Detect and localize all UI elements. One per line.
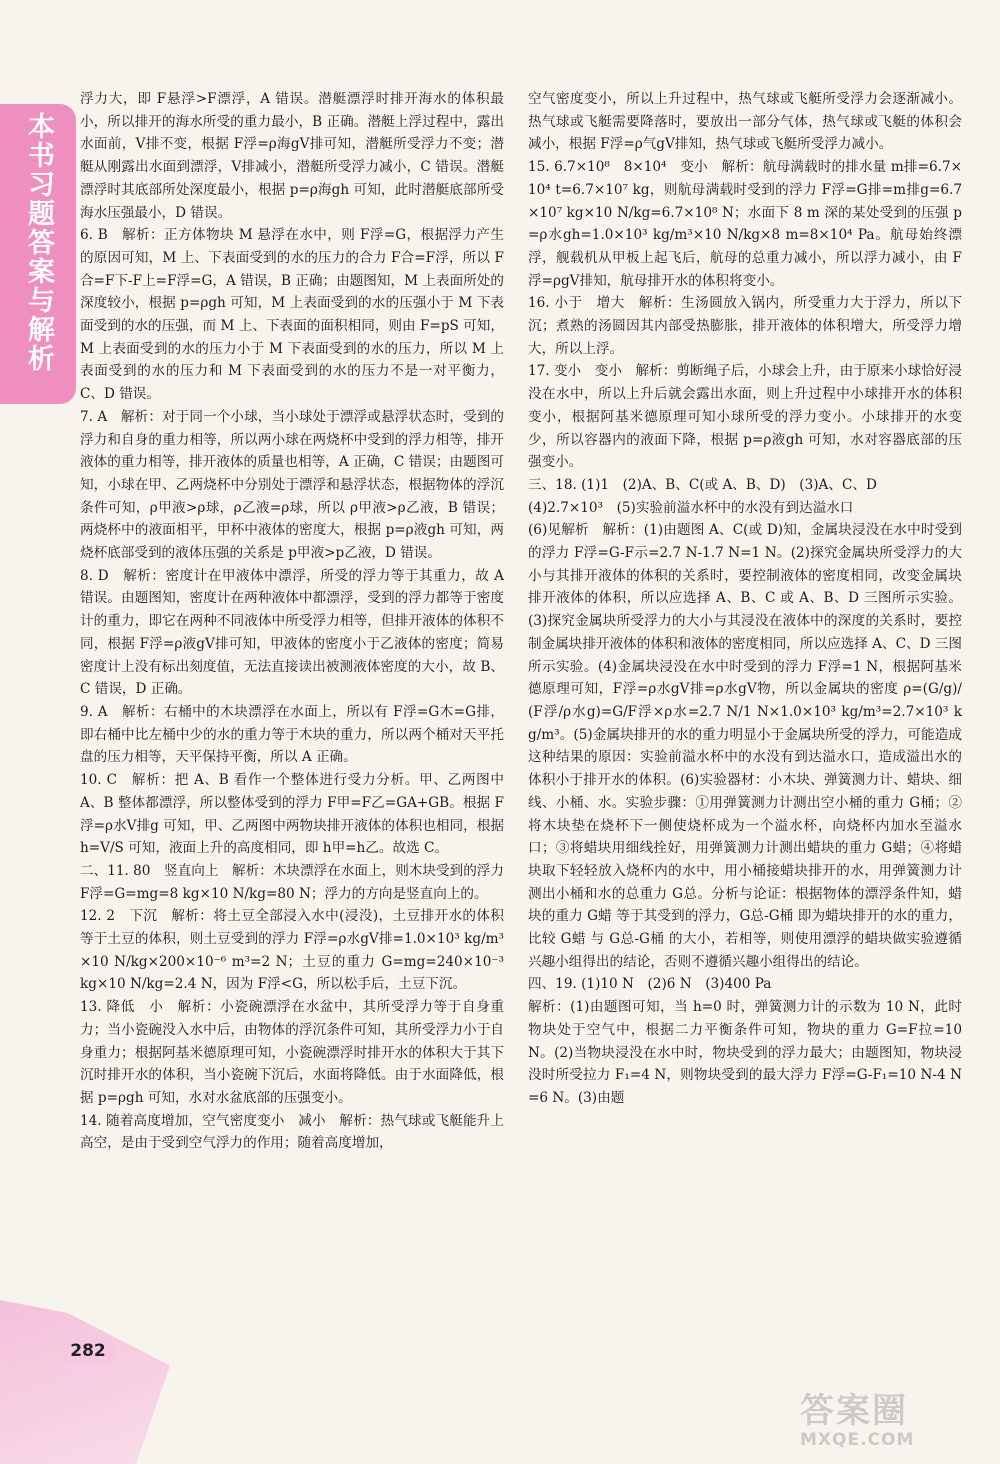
answer-14: 14. 随着高度增加，空气密度变小 减小 解析：热气球或飞艇能升上高空，是由于受到空气浮力的作用；随着高度增加， bbox=[80, 1112, 504, 1152]
answer-11: 二、11. 80 竖直向上 解析：木块漂浮在水面上，则木块受到的浮力 F浮=G=mg=8 kg×10 N/kg=80 N；浮力的方向是竖直向上的。 bbox=[80, 862, 504, 902]
answer-19-head: 四、19. (1)10 N (2)6 N (3)400 Pa bbox=[528, 976, 772, 993]
answer-7: 7. A 解析：对于同一个小球，当小球处于漂浮或悬浮状态时，受到的浮力和自身的重力相等，所以两小球在两烧杯中受到的浮力相等，排开液体的重力相等，排开液体的质量也相等，A 正确，C 错误；由题图可知，小球在甲、乙两烧杯中分别处于漂浮和悬浮状态，根据物体的浮沉条件可知，ρ甲液>ρ球，ρ乙液=ρ球，所以 ρ甲液>ρ乙液，B 错误；两烧杯中的液面相平，甲杯中液体的密度大，根据 p=ρ液gh 可知，两烧杯底部受到的液体压强的关系是 p甲液>p乙液，D 错误。 bbox=[80, 408, 504, 562]
answer-5-cont: 浮力大，即 F悬浮>F漂浮，A 错误。潜艇漂浮时排开海水的体积最小，所以排开的海水所受的重力最小，B 正确。潜艇上浮过程中，露出水面前，V排不变，根据 F浮=ρ海gV排可知，潜艇所受浮力不变；潜艇从刚露出水面到漂浮，V排减小，潜艇所受浮力减小，C 错误。潜艇漂浮时其底部所处深度最小，根据 p=ρ海gh 可知，此时潜艇底部所受海水压强最小，D 错误。 bbox=[80, 91, 504, 221]
answer-6: 6. B 解析：正方体物块 M 悬浮在水中，则 F浮=G，根据浮力产生的原因可知，M 上、下表面受到的水的压力的合力 F合=F浮，所以 F合=F下-F上=F浮=G，A 错误，B 正确；由题图知，M 上表面所处的深度较小，根据 p=ρgh 可知，M 上表面受到的水的压强小于 M 下表面受到的水的压强，而 M 上、下表面的面积相同，则由 F=pS 可知，M 上表面受到的水的压力小于 M 下表面受到的水的压力，所以 M 上表面受到的水的压力和 M 下表面受到的水的压力不是一对平衡力，C、D 错误。 bbox=[80, 227, 504, 403]
watermark-url: MXQE.COM bbox=[800, 1430, 915, 1450]
watermark-brand: 答案圈 bbox=[800, 1391, 908, 1431]
answer-19-explanation: 解析：(1)由题图可知，当 h=0 时，弹簧测力计的示数为 10 N，此时物块处于空气中，根据二力平衡条件可知，物块的重力 G=F拉=10 N。(2)当物块浸没在水中时，物块受到的浮力最大；由题图知，物块浸没时所受拉力 F₁=4 N，则物块受到的最大浮力 F浮=G-F₁=10 N-4 N=6 N。(3)由题 bbox=[528, 999, 962, 1106]
answer-9: 9. A 解析：右桶中的木块漂浮在水面上，所以有 F浮=G木=G排，即右桶中比左桶中少的水的重力等于木块的重力，所以两个桶对天平托盘的压力相等，天平保持平衡，所以 A 正确。 bbox=[80, 703, 504, 766]
right-column bbox=[528, 88, 962, 1110]
answer-17: 17. 变小 变小 解析：剪断绳子后，小球会上升，由于原来小球恰好浸没在水中，所以上升后就会露出水面，则上升过程中小球排开水的体积变小，根据阿基米德原理可知小球所受的浮力变小。小球排开的水变少，所以容器内的液面下降，根据 p=ρ液gh 可知，水对容器底部的压强变小。 bbox=[528, 363, 962, 471]
answer-16: 16. 小于 增大 解析：生汤圆放入锅内，所受重力大于浮力，所以下沉；煮熟的汤圆因其内部受热膨胀，排开液体的体积增大，所受浮力增大，所以上浮。 bbox=[528, 295, 962, 357]
answer-15: 15. 6.7×10⁸ 8×10⁴ 变小 解析：航母满载时的排水量 m排=6.7×10⁴ t=6.7×10⁷ kg，则航母满载时受到的浮力 F浮=G排=m排g=6.7×10⁷ kg×10 N/kg=6.7×10⁸ N；水面下 8 m 深的某处受到的压强 p=ρ水gh=1.0×10³ kg/m³×10 N/kg×8 m=8×10⁴ Pa。航母始终漂浮，舰载机从甲板上起飞后，航母的总重力减小，所以浮力减小，由 F浮=ρgV排知，航母排开水的体积将变小。 bbox=[528, 159, 962, 289]
answer-12: 12. 2 下沉 解析：将土豆全部浸入水中(浸没)，土豆排开水的体积等于土豆的体积，则土豆受到的浮力 F浮=ρ水gV排=1.0×10³ kg/m³×10 N/kg×200×10⁻⁶ m³=2 N；土豆的重力 G=mg=240×10⁻³ kg×10 N/kg=2.4 N，因为 F浮<G，所以松手后，土豆下沉。 bbox=[80, 908, 504, 993]
page-number: 282 bbox=[62, 1337, 114, 1365]
sidebar-label: 本书习题答案与解析 bbox=[23, 112, 54, 373]
answer-10: 10. C 解析：把 A、B 看作一个整体进行受力分析。甲、乙两图中 A、B 整体都漂浮，所以整体受到的浮力 F甲=F乙=GA+GB。根据 F浮=ρ水V排g 可知，甲、乙两图中两物块排开液体的体积也相同，根据 h=V/S 可知，液面上升的高度相同，即 h甲=h乙。故选 C。 bbox=[80, 772, 504, 857]
watermark bbox=[800, 1392, 990, 1450]
corner-decoration bbox=[0, 1300, 170, 1464]
answer-18-sub: (4)2.7×10³ (5)实验前溢水杯中的水没有到达溢水口 bbox=[528, 499, 854, 516]
answer-18-head: 三、18. (1)1 (2)A、B、C(或 A、B、D) (3)A、C、D bbox=[528, 476, 877, 493]
answer-13: 13. 降低 小 解析：小瓷碗漂浮在水盆中，其所受浮力等于自身重力；当小瓷碗没入水中后，由物体的浮沉条件可知，其所受浮力小于自身重力；根据阿基米德原理可知，小瓷碗漂浮时排开水的体积大于其下沉时排开水的体积，当小瓷碗下沉后，水面将降低。由于水面降低，根据 p=ρgh 可知，水对水盆底部的压强变小。 bbox=[80, 999, 504, 1106]
answer-18-explanation: (6)见解析 解析：(1)由题图 A、C(或 D)知，金属块浸没在水中时受到的浮力 F浮=G-F示=2.7 N-1.7 N=1 N。(2)探究金属块所受浮力的大小与其排开液体的体积的关系时，要控制液体的密度相同，改变金属块排开液体的体积，所以应选择 A、B、C 或 A、B、D 三图所示实验。(3)探究金属块所受浮力的大小与其浸没在液体中的深度的关系时，要控制金属块排开液体的体积和液体的密度相同，所以应选择 A、C、D 三图所示实验。(4)金属块浸没在水中时受到的浮力 F浮=1 N，根据阿基米德原理可知，F浮=ρ水gV排=ρ水gV物，所以金属块的密度 ρ=(G/g)/(F浮/ρ水g)=G/F浮×ρ水=2.7 N/1 N×1.0×10³ kg/m³=2.7×10³ kg/m³。(5)金属块排开的水的重力明显小于金属块所受的浮力，可能造成这种结果的原因：实验前溢水杯中的水没有到达溢水口，造成溢出水的体积小于排开水的体积。(6)实验器材：小木块、弹簧测力计、蜡块、细线、小桶、水。实验步骤：①用弹簧测力计测出空小桶的重力 G桶；②将木块垫在烧杯下一侧使烧杯成为一个溢水杯，向烧杯内加水至溢水口；③将蜡块用细线拴好，用弹簧测力计测出蜡块的重力 G蜡；④将蜡块取下轻轻放入烧杯内的水中，用小桶接蜡块排开的水，用弹簧测力计测出小桶和水的总重力 G总。分析与论证：根据物体的漂浮条件知，蜡块的重力 G蜡 等于其受到的浮力，G总-G桶 即为蜡块排开的水的重力，比较 G蜡 与 G总-G桶 的大小，若相等，则使用漂浮的蜡块做实验遵循兴趣小组得出的结论，否则不遵循兴趣小组得出的结论。 bbox=[528, 522, 962, 970]
answer-14-cont: 空气密度变小，所以上升过程中，热气球或飞艇所受浮力会逐渐减小。热气球或飞艇需要降落时，要放出一部分气体，热气球或飞艇的体积会减小，根据 F浮=ρ气gV排知，热气球或飞艇所受浮力减小。 bbox=[528, 91, 962, 153]
left-column bbox=[80, 88, 504, 1155]
answer-8: 8. D 解析：密度计在甲液体中漂浮，所受的浮力等于其重力，故 A 错误。由题图知，密度计在两种液体中都漂浮，受到的浮力都等于密度计的重力，即它在两种不同液体中所受浮力相等，但排开液体的体积不同，根据 F浮=ρ液gV排可知，甲液体的密度小于乙液体的密度；简易密度计上没有标出刻度值，无法直接读出被测液体密度的大小，故 B、C 错误，D 正确。 bbox=[80, 567, 504, 698]
